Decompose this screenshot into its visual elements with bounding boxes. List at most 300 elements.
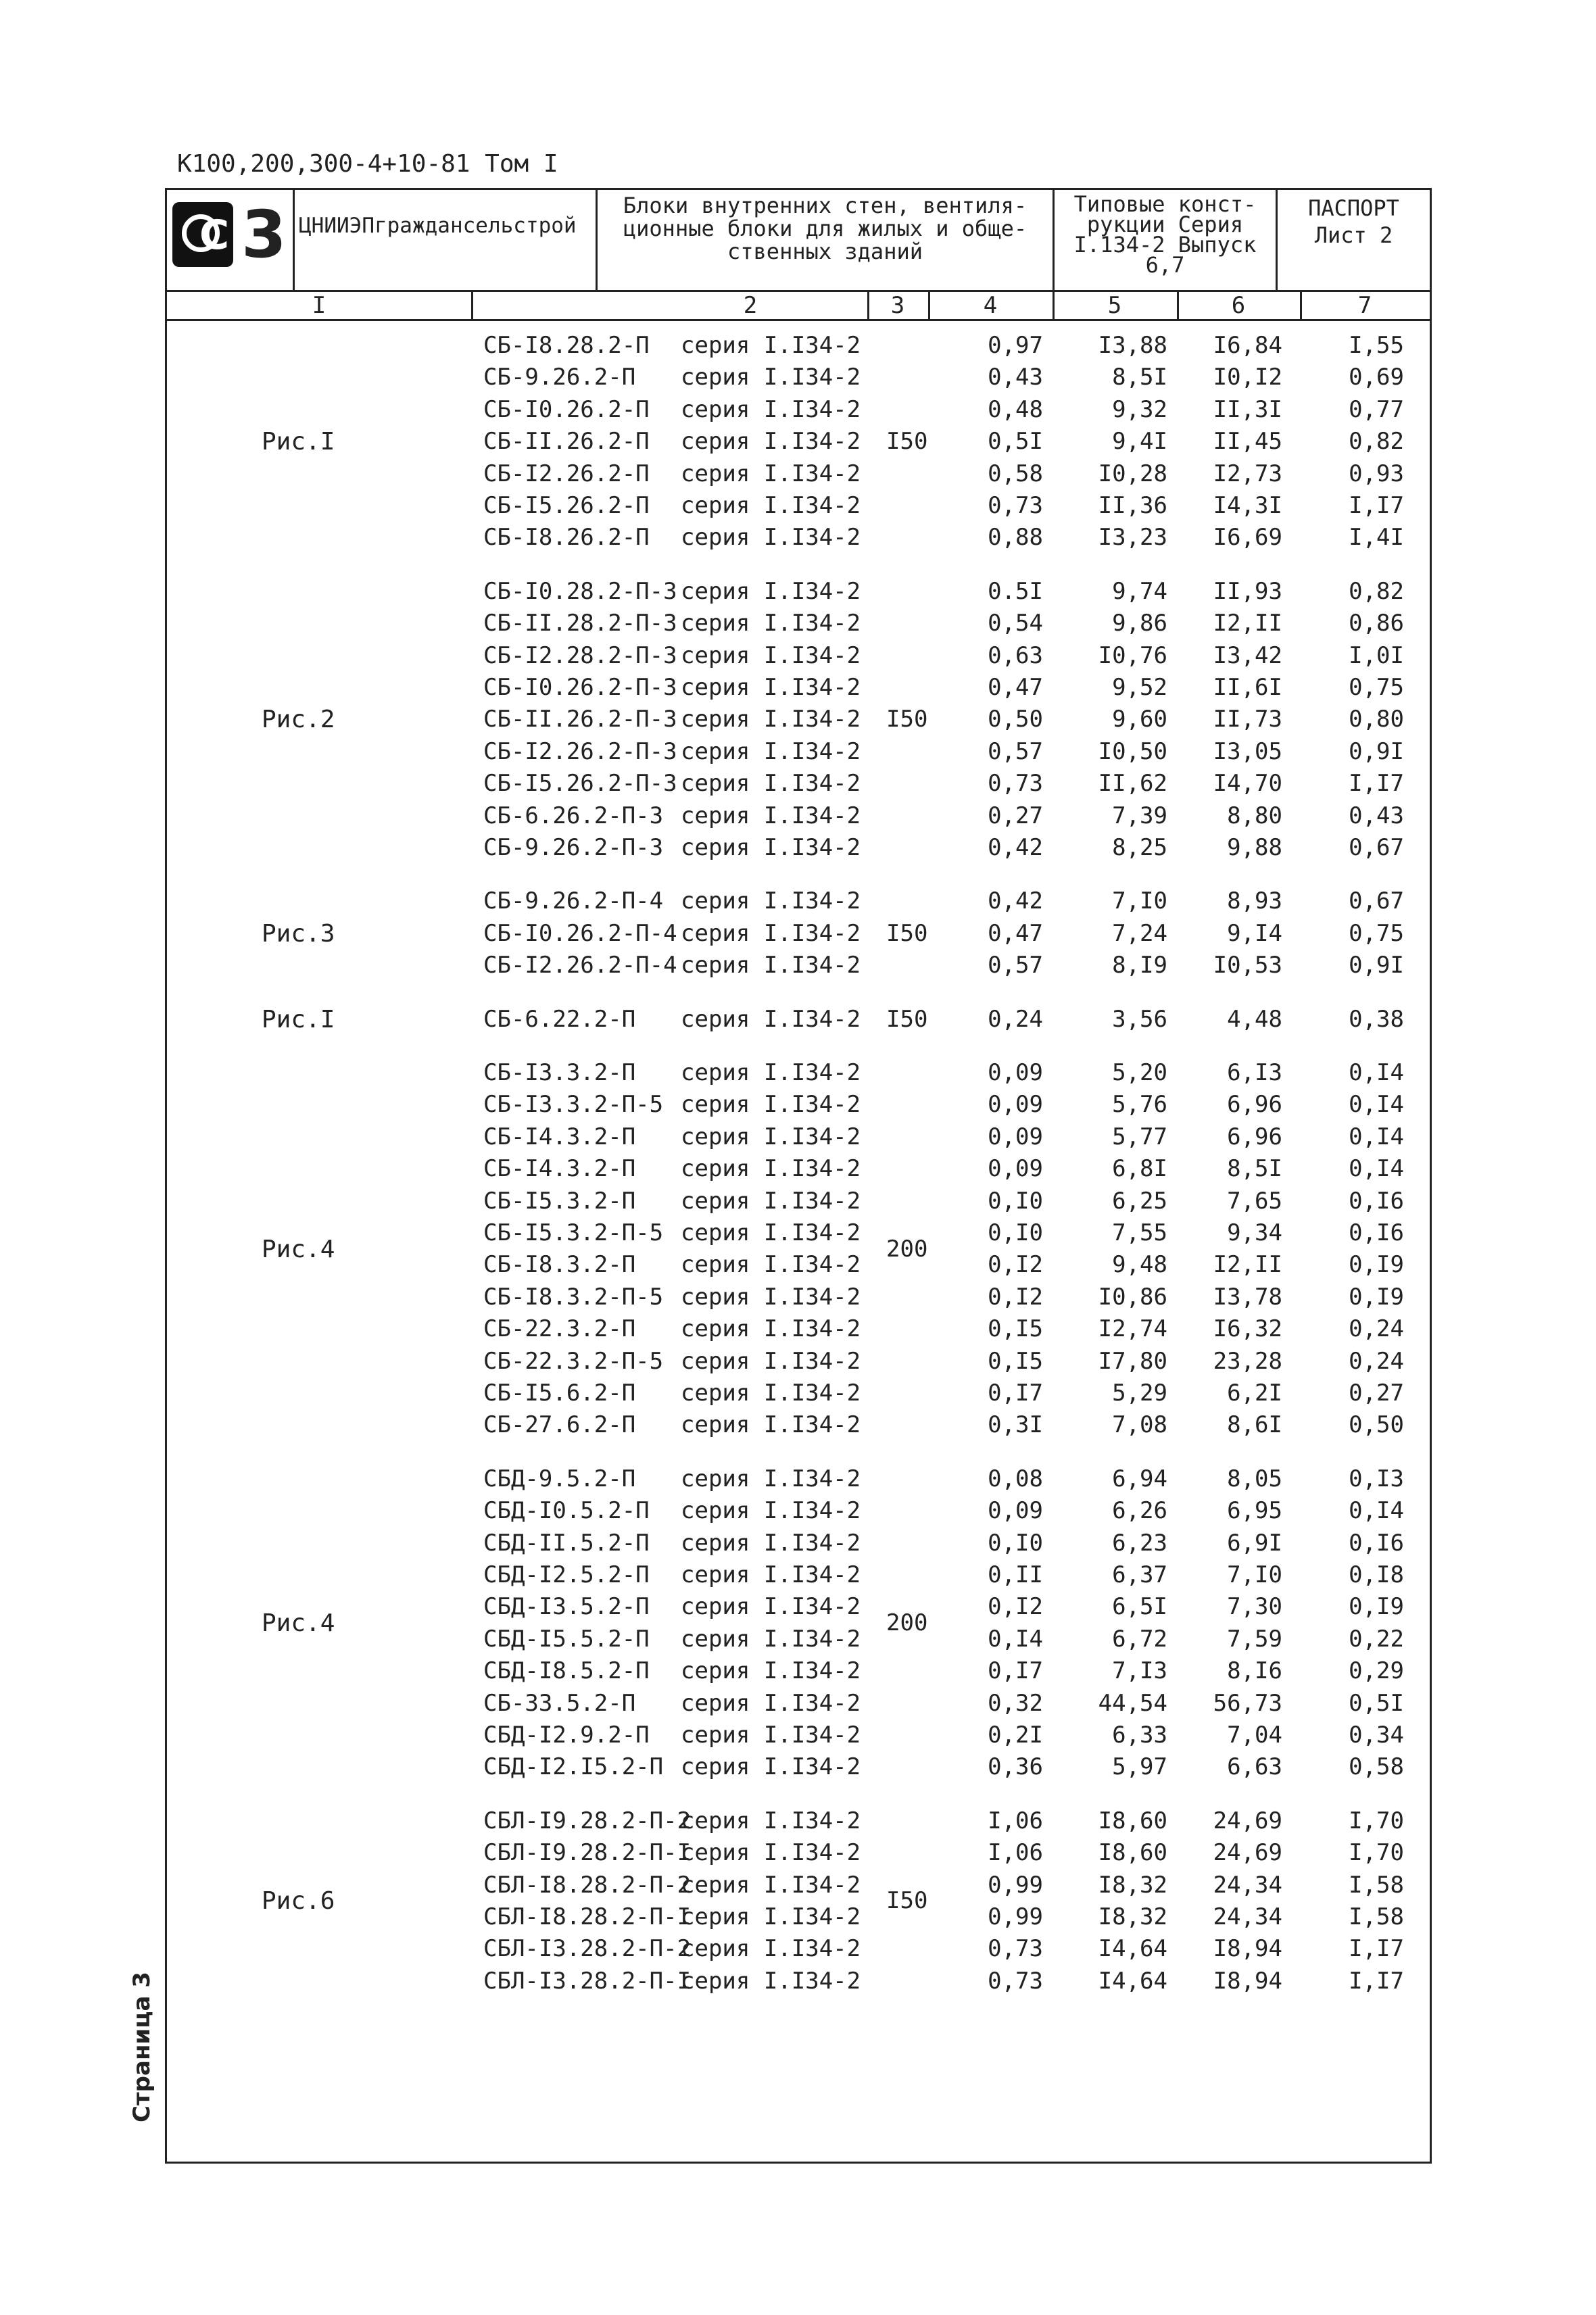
cell-block-mark: СБД-I2.I5.2-П xyxy=(483,1753,664,1781)
cell-mass: I0,50 xyxy=(1098,737,1167,765)
cell-cost: 9,34 xyxy=(1227,1219,1282,1246)
cell-series: серия I.I34-2 xyxy=(681,1411,861,1439)
cell-cost: I2,II xyxy=(1213,1251,1282,1279)
cell-steel: I,58 xyxy=(1349,1903,1404,1930)
page-number: Страница 3 xyxy=(128,1972,155,2122)
cell-series: серия I.I34-2 xyxy=(681,1251,861,1279)
table-row xyxy=(167,1219,1430,1250)
table-row xyxy=(167,578,1430,609)
cell-cost: 9,88 xyxy=(1227,834,1282,861)
cell-steel: 0,22 xyxy=(1349,1625,1404,1653)
cell-series: серия I.I34-2 xyxy=(681,1657,861,1685)
cell-mass: 5,77 xyxy=(1112,1123,1167,1150)
table-row xyxy=(167,1497,1430,1528)
cell-cost: I8,94 xyxy=(1213,1935,1282,1963)
cell-block-mark: СБД-I2.9.2-П xyxy=(483,1722,650,1749)
cell-series: серия I.I34-2 xyxy=(681,1380,861,1407)
cell-steel: 0,75 xyxy=(1349,674,1404,701)
cell-block-mark: СБ-I8.26.2-П xyxy=(483,524,650,552)
cell-mass: II,36 xyxy=(1098,492,1167,519)
cell-mass: 6,37 xyxy=(1112,1561,1167,1588)
cell-mass: 9,32 xyxy=(1112,395,1167,423)
cell-mass: 9,86 xyxy=(1112,610,1167,637)
cell-steel: 0,82 xyxy=(1349,577,1404,605)
cell-steel: 0,43 xyxy=(1349,802,1404,829)
cell-mass: 7,I3 xyxy=(1112,1657,1167,1685)
series-info: Типовые конст-рукции Серия I.134-2 Выпуск 6,7 xyxy=(1053,190,1276,290)
table-row xyxy=(167,460,1430,491)
cell-volume: 0,73 xyxy=(988,770,1043,798)
cell-cost: 6,2I xyxy=(1227,1380,1282,1407)
cell-series: серия I.I34-2 xyxy=(681,332,861,359)
cell-volume: 0,I2 xyxy=(988,1251,1043,1279)
cell-steel: 0,82 xyxy=(1349,428,1404,456)
cell-steel: I,70 xyxy=(1349,1807,1404,1834)
cell-cost: I2,73 xyxy=(1213,460,1282,487)
cell-series: серия I.I34-2 xyxy=(681,1347,861,1375)
cell-series: серия I.I34-2 xyxy=(681,1315,861,1343)
table-row xyxy=(167,920,1430,951)
cell-volume: 0,99 xyxy=(988,1871,1043,1899)
figure-label: Рис.2 xyxy=(262,706,335,734)
cell-volume: 0,57 xyxy=(988,737,1043,765)
cell-series: серия I.I34-2 xyxy=(681,834,861,861)
cell-steel: 0,38 xyxy=(1349,1005,1404,1033)
table-row xyxy=(167,1380,1430,1411)
cell-cost: 24,69 xyxy=(1213,1807,1282,1834)
cell-steel: 0,9I xyxy=(1349,737,1404,765)
cell-mass: 6,5I xyxy=(1112,1593,1167,1621)
cell-series: серия I.I34-2 xyxy=(681,770,861,798)
cell-cost: 7,04 xyxy=(1227,1722,1282,1749)
cell-series: серия I.I34-2 xyxy=(681,1903,861,1930)
cell-block-mark: СБД-I8.5.2-П xyxy=(483,1657,650,1685)
cell-volume: 0,5I xyxy=(988,428,1043,456)
table-row xyxy=(167,1251,1430,1282)
cell-mass: 8,5I xyxy=(1112,364,1167,391)
cell-block-mark: СБ-II.26.2-П xyxy=(483,428,650,456)
cell-mass: I0,76 xyxy=(1098,641,1167,669)
cell-cost: 24,34 xyxy=(1213,1871,1282,1899)
cell-steel: 0,34 xyxy=(1349,1722,1404,1749)
cell-cost: I6,84 xyxy=(1213,332,1282,359)
table-row xyxy=(167,1753,1430,1784)
cell-steel: 0,75 xyxy=(1349,919,1404,947)
column-number: 2 xyxy=(743,292,758,319)
column-number: I xyxy=(312,292,327,319)
table-row xyxy=(167,1968,1430,1999)
cell-volume: 0,2I xyxy=(988,1722,1043,1749)
cell-volume: 0,48 xyxy=(988,395,1043,423)
cell-steel: I,55 xyxy=(1349,332,1404,359)
table-row xyxy=(167,396,1430,427)
thickness-value: I50 xyxy=(886,1887,928,1915)
cell-steel: 0,I4 xyxy=(1349,1123,1404,1150)
cell-series: серия I.I34-2 xyxy=(681,1753,861,1781)
cell-mass: 5,29 xyxy=(1112,1380,1167,1407)
cell-series: серия I.I34-2 xyxy=(681,737,861,765)
cell-mass: I0,28 xyxy=(1098,460,1167,487)
cell-steel: I,0I xyxy=(1349,641,1404,669)
cell-series: серия I.I34-2 xyxy=(681,1155,861,1183)
cell-mass: 7,08 xyxy=(1112,1411,1167,1439)
column-number: 6 xyxy=(1231,292,1246,319)
cell-cost: II,73 xyxy=(1213,706,1282,733)
cell-steel: 0,86 xyxy=(1349,610,1404,637)
cell-volume: 0,I0 xyxy=(988,1219,1043,1246)
cell-cost: 7,I0 xyxy=(1227,1561,1282,1588)
cell-cost: 24,34 xyxy=(1213,1903,1282,1930)
cell-block-mark: СБ-I4.3.2-П xyxy=(483,1155,636,1183)
cell-block-mark: СБ-II.26.2-П-3 xyxy=(483,706,677,733)
cell-steel: 0,77 xyxy=(1349,395,1404,423)
cell-block-mark: СБ-9.26.2-П-4 xyxy=(483,887,664,915)
cell-mass: I4,64 xyxy=(1098,1967,1167,1995)
cell-mass: 6,33 xyxy=(1112,1722,1167,1749)
cell-series: серия I.I34-2 xyxy=(681,1465,861,1492)
cell-cost: I0,I2 xyxy=(1213,364,1282,391)
cell-block-mark: СБД-I5.5.2-П xyxy=(483,1625,650,1653)
passport-title: ПАСПОРТ xyxy=(1308,195,1399,221)
cell-mass: I3,23 xyxy=(1098,524,1167,552)
cell-mass: I8,32 xyxy=(1098,1871,1167,1899)
cell-volume: 0,54 xyxy=(988,610,1043,637)
cell-volume: 0,73 xyxy=(988,492,1043,519)
cell-cost: 23,28 xyxy=(1213,1347,1282,1375)
table-row xyxy=(167,1188,1430,1219)
cell-steel: 0,I4 xyxy=(1349,1155,1404,1183)
cell-mass: 9,74 xyxy=(1112,577,1167,605)
cell-mass: I0,86 xyxy=(1098,1283,1167,1311)
cell-mass: I8,32 xyxy=(1098,1903,1167,1930)
cell-block-mark: СБ-27.6.2-П xyxy=(483,1411,636,1439)
table-row xyxy=(167,1593,1430,1624)
cell-series: серия I.I34-2 xyxy=(681,524,861,552)
cell-block-mark: СБ-I2.28.2-П-3 xyxy=(483,641,677,669)
cell-volume: 0,09 xyxy=(988,1091,1043,1119)
cell-series: серия I.I34-2 xyxy=(681,1123,861,1150)
cell-series: серия I.I34-2 xyxy=(681,610,861,637)
cell-volume: I,06 xyxy=(988,1807,1043,1834)
cell-mass: 5,97 xyxy=(1112,1753,1167,1781)
cell-mass: 9,4I xyxy=(1112,428,1167,456)
cell-mass: I8,60 xyxy=(1098,1807,1167,1834)
cell-series: серия I.I34-2 xyxy=(681,364,861,391)
cell-series: серия I.I34-2 xyxy=(681,1059,861,1086)
cell-series: серия I.I34-2 xyxy=(681,1005,861,1033)
cell-mass: 6,23 xyxy=(1112,1529,1167,1557)
cell-block-mark: СБЛ-I8.28.2-П-I xyxy=(483,1903,692,1930)
cell-cost: 7,65 xyxy=(1227,1187,1282,1215)
table-row xyxy=(167,1839,1430,1870)
cell-mass: II,62 xyxy=(1098,770,1167,798)
cell-block-mark: СБ-6.22.2-П xyxy=(483,1005,636,1033)
cell-series: серия I.I34-2 xyxy=(681,1187,861,1215)
cell-block-mark: СБ-I2.26.2-П xyxy=(483,460,650,487)
table-row xyxy=(167,1315,1430,1346)
cell-volume: 0,43 xyxy=(988,364,1043,391)
cell-cost: 6,95 xyxy=(1227,1497,1282,1525)
cell-block-mark: СБ-I5.26.2-П xyxy=(483,492,650,519)
cell-cost: I4,3I xyxy=(1213,492,1282,519)
cell-cost: 6,I3 xyxy=(1227,1059,1282,1086)
table-row xyxy=(167,1530,1430,1561)
cell-cost: I3,78 xyxy=(1213,1283,1282,1311)
cell-block-mark: СБ-II.28.2-П-3 xyxy=(483,610,677,637)
cell-cost: I4,70 xyxy=(1213,770,1282,798)
cell-series: серия I.I34-2 xyxy=(681,492,861,519)
cell-volume: 0,50 xyxy=(988,706,1043,733)
cell-steel: 0,I4 xyxy=(1349,1059,1404,1086)
cell-mass: 8,I9 xyxy=(1112,952,1167,979)
cell-series: серия I.I34-2 xyxy=(681,952,861,979)
cell-mass: 3,56 xyxy=(1112,1005,1167,1033)
cell-cost: 8,I6 xyxy=(1227,1657,1282,1685)
cell-cost: 8,93 xyxy=(1227,887,1282,915)
document-code: К100,200,300-4+10-81 Том I xyxy=(177,150,558,178)
cell-block-mark: СБ-I5.3.2-П-5 xyxy=(483,1219,664,1246)
organization-name: ЦНИИЭПграждансельстрой xyxy=(293,190,596,290)
cell-steel: I,I7 xyxy=(1349,770,1404,798)
figure-label: Рис.3 xyxy=(262,919,335,948)
cell-cost: II,3I xyxy=(1213,395,1282,423)
cell-series: серия I.I34-2 xyxy=(681,1625,861,1653)
cell-cost: 9,I4 xyxy=(1227,919,1282,947)
cell-steel: 0,58 xyxy=(1349,1753,1404,1781)
document-title: Блоки внутренних стен, вентиля-ционные блоки для жилых и обще-ственных зданий xyxy=(596,190,1053,290)
cell-series: серия I.I34-2 xyxy=(681,674,861,701)
cell-volume: 0,I2 xyxy=(988,1283,1043,1311)
cell-cost: 8,6I xyxy=(1227,1411,1282,1439)
cell-series: серия I.I34-2 xyxy=(681,641,861,669)
cell-block-mark: СБД-I0.5.2-П xyxy=(483,1497,650,1525)
table-row xyxy=(167,332,1430,363)
table-row xyxy=(167,802,1430,833)
cell-steel: 0,9I xyxy=(1349,952,1404,979)
cell-steel: 0,I9 xyxy=(1349,1593,1404,1621)
cell-mass: I3,88 xyxy=(1098,332,1167,359)
cell-cost: 8,05 xyxy=(1227,1465,1282,1492)
cell-series: серия I.I34-2 xyxy=(681,1561,861,1588)
cell-volume: 0,I5 xyxy=(988,1347,1043,1375)
cell-series: серия I.I34-2 xyxy=(681,1283,861,1311)
cell-block-mark: СБ-6.26.2-П-3 xyxy=(483,802,664,829)
table-row xyxy=(167,1872,1430,1903)
cell-cost: II,93 xyxy=(1213,577,1282,605)
cell-volume: I,06 xyxy=(988,1839,1043,1867)
table-row xyxy=(167,1935,1430,1966)
cell-cost: II,45 xyxy=(1213,428,1282,456)
cell-volume: 0,73 xyxy=(988,1967,1043,1995)
table-row xyxy=(167,1465,1430,1496)
cell-volume: 0,II xyxy=(988,1561,1043,1588)
cell-mass: 7,55 xyxy=(1112,1219,1167,1246)
cell-block-mark: СБ-I3.3.2-П xyxy=(483,1059,636,1086)
cell-steel: 0,I9 xyxy=(1349,1251,1404,1279)
cell-mass: 6,25 xyxy=(1112,1187,1167,1215)
cell-series: серия I.I34-2 xyxy=(681,1091,861,1119)
table-row xyxy=(167,1690,1430,1721)
cell-cost: 56,73 xyxy=(1213,1689,1282,1717)
cell-volume: 0,42 xyxy=(988,887,1043,915)
cell-volume: 0,I2 xyxy=(988,1593,1043,1621)
table-row xyxy=(167,952,1430,983)
cell-volume: 0,08 xyxy=(988,1465,1043,1492)
table-row xyxy=(167,1561,1430,1592)
cell-block-mark: СБ-I2.26.2-П-4 xyxy=(483,952,677,979)
cell-cost: 8,5I xyxy=(1227,1155,1282,1183)
cell-block-mark: СБ-I8.3.2-П xyxy=(483,1251,636,1279)
cell-mass: 9,48 xyxy=(1112,1251,1167,1279)
cell-steel: 0,50 xyxy=(1349,1411,1404,1439)
table-row xyxy=(167,738,1430,769)
cell-volume: 0,I4 xyxy=(988,1625,1043,1653)
cell-volume: 0.5I xyxy=(988,577,1043,605)
cell-steel: 0,I8 xyxy=(1349,1561,1404,1588)
cell-mass: 7,39 xyxy=(1112,802,1167,829)
table-row xyxy=(167,706,1430,737)
header-block xyxy=(167,190,1430,290)
cell-mass: 44,54 xyxy=(1098,1689,1167,1717)
table-row xyxy=(167,364,1430,395)
cell-volume: 0,99 xyxy=(988,1903,1043,1930)
cell-steel: 0,5I xyxy=(1349,1689,1404,1717)
cell-steel: 0,I6 xyxy=(1349,1187,1404,1215)
logo-letter: С xyxy=(199,212,230,259)
table-row xyxy=(167,1657,1430,1688)
cell-steel: I,70 xyxy=(1349,1839,1404,1867)
cell-mass: 6,94 xyxy=(1112,1465,1167,1492)
figure-label: Рис.4 xyxy=(262,1609,335,1638)
cell-volume: 0,36 xyxy=(988,1753,1043,1781)
column-number-row xyxy=(167,290,1430,321)
cell-series: серия I.I34-2 xyxy=(681,395,861,423)
cell-block-mark: СБЛ-I9.28.2-П-2 xyxy=(483,1807,692,1834)
cell-cost: 4,48 xyxy=(1227,1005,1282,1033)
table-row xyxy=(167,642,1430,673)
cell-volume: 0,27 xyxy=(988,802,1043,829)
cell-series: серия I.I34-2 xyxy=(681,1839,861,1867)
cell-volume: 0,57 xyxy=(988,952,1043,979)
figure-label: Рис.I xyxy=(262,428,335,456)
cell-steel: 0,I4 xyxy=(1349,1091,1404,1119)
table-row xyxy=(167,1091,1430,1122)
cell-block-mark: СБД-9.5.2-П xyxy=(483,1465,636,1492)
cell-mass: 5,20 xyxy=(1112,1059,1167,1086)
cell-steel: 0,93 xyxy=(1349,460,1404,487)
table-row xyxy=(167,1626,1430,1657)
cell-series: серия I.I34-2 xyxy=(681,802,861,829)
column-number: 5 xyxy=(1107,292,1122,319)
cell-volume: 0,09 xyxy=(988,1123,1043,1150)
cell-mass: 7,I0 xyxy=(1112,887,1167,915)
organization-logo-icon xyxy=(172,202,233,267)
cell-series: серия I.I34-2 xyxy=(681,428,861,456)
thickness-value: 200 xyxy=(886,1235,928,1263)
cell-series: серия I.I34-2 xyxy=(681,1689,861,1717)
cell-block-mark: СБ-I0.26.2-П xyxy=(483,395,650,423)
cell-block-mark: СБ-I2.26.2-П-3 xyxy=(483,737,677,765)
table-row xyxy=(167,1155,1430,1186)
cell-steel: 0,I6 xyxy=(1349,1529,1404,1557)
cell-steel: 0,69 xyxy=(1349,364,1404,391)
cell-block-mark: СБД-I3.5.2-П xyxy=(483,1593,650,1621)
table-row xyxy=(167,524,1430,555)
table-row xyxy=(167,1348,1430,1379)
cell-volume: 0,97 xyxy=(988,332,1043,359)
cell-block-mark: СБ-33.5.2-П xyxy=(483,1689,636,1717)
cell-series: серия I.I34-2 xyxy=(681,887,861,915)
thickness-value: I50 xyxy=(886,428,928,456)
cell-steel: I,I7 xyxy=(1349,492,1404,519)
cell-steel: 0,24 xyxy=(1349,1315,1404,1343)
cell-mass: I8,60 xyxy=(1098,1839,1167,1867)
column-number: 7 xyxy=(1357,292,1372,319)
cell-mass: 5,76 xyxy=(1112,1091,1167,1119)
cell-cost: I3,05 xyxy=(1213,737,1282,765)
cell-series: серия I.I34-2 xyxy=(681,1935,861,1963)
cell-block-mark: СБ-9.26.2-П-3 xyxy=(483,834,664,861)
cell-series: серия I.I34-2 xyxy=(681,919,861,947)
cell-cost: 6,96 xyxy=(1227,1123,1282,1150)
cell-block-mark: СБ-I0.26.2-П-4 xyxy=(483,919,677,947)
cell-block-mark: СБ-I8.28.2-П xyxy=(483,332,650,359)
cell-series: серия I.I34-2 xyxy=(681,1967,861,1995)
cell-cost: 7,59 xyxy=(1227,1625,1282,1653)
cell-steel: 0,67 xyxy=(1349,887,1404,915)
cell-series: серия I.I34-2 xyxy=(681,1871,861,1899)
cell-volume: 0,24 xyxy=(988,1005,1043,1033)
cell-cost: 24,69 xyxy=(1213,1839,1282,1867)
table-row xyxy=(167,1123,1430,1154)
cell-series: серия I.I34-2 xyxy=(681,1593,861,1621)
table-row xyxy=(167,1903,1430,1934)
cell-cost: 6,63 xyxy=(1227,1753,1282,1781)
cell-block-mark: СБ-I5.6.2-П xyxy=(483,1380,636,1407)
cell-volume: 0,3I xyxy=(988,1411,1043,1439)
cell-volume: 0,73 xyxy=(988,1935,1043,1963)
cell-volume: 0,58 xyxy=(988,460,1043,487)
cell-volume: 0,I0 xyxy=(988,1187,1043,1215)
passport-cell xyxy=(1276,190,1430,290)
cell-series: серия I.I34-2 xyxy=(681,1807,861,1834)
cell-volume: 0,I5 xyxy=(988,1315,1043,1343)
cell-series: серия I.I34-2 xyxy=(681,1722,861,1749)
cell-mass: I4,64 xyxy=(1098,1935,1167,1963)
cell-cost: 7,30 xyxy=(1227,1593,1282,1621)
cell-cost: II,6I xyxy=(1213,674,1282,701)
figure-label: Рис.I xyxy=(262,1005,335,1033)
cell-block-mark: СБ-I4.3.2-П xyxy=(483,1123,636,1150)
cell-volume: 0,09 xyxy=(988,1497,1043,1525)
thickness-value: I50 xyxy=(886,1005,928,1033)
cell-volume: 0,09 xyxy=(988,1059,1043,1086)
logo-cell xyxy=(167,190,293,290)
cell-steel: 0,27 xyxy=(1349,1380,1404,1407)
cell-volume: 0,I7 xyxy=(988,1380,1043,1407)
cell-steel: 0,I3 xyxy=(1349,1465,1404,1492)
column-number: 4 xyxy=(983,292,998,319)
cell-steel: 0,I4 xyxy=(1349,1497,1404,1525)
cell-mass: I7,80 xyxy=(1098,1347,1167,1375)
cell-cost: I0,53 xyxy=(1213,952,1282,979)
cell-block-mark: СБ-9.26.2-П xyxy=(483,364,636,391)
passport-sheet xyxy=(165,188,1432,2164)
figure-label: Рис.6 xyxy=(262,1887,335,1916)
cell-steel: 0,29 xyxy=(1349,1657,1404,1685)
cell-series: серия I.I34-2 xyxy=(681,706,861,733)
column-number: 3 xyxy=(890,292,905,319)
